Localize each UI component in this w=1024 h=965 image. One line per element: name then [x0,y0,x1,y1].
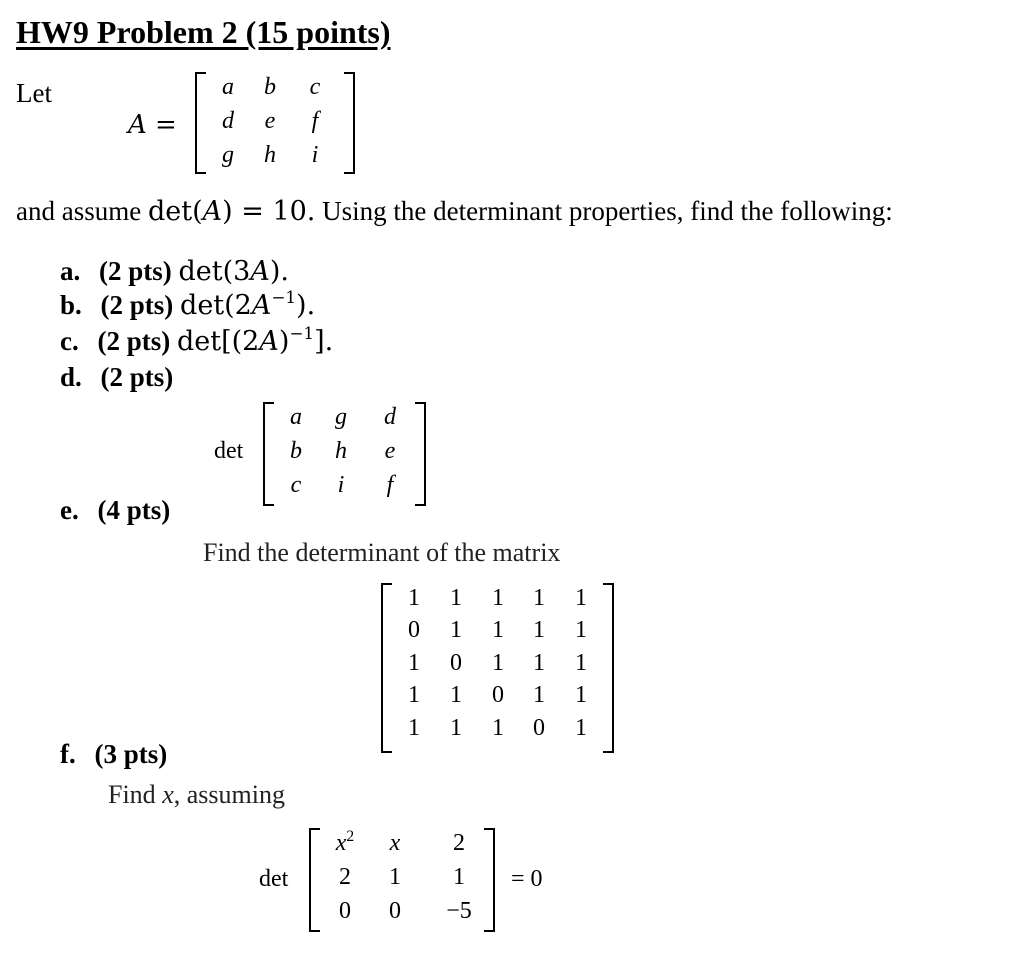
matrix-e-cell: 0 [408,617,420,643]
matrix-e-cell: 1 [533,585,545,611]
part-d-det-label: det [214,438,244,464]
part-c-letter: c. [60,326,79,356]
matrix-f-cell: 1 [389,864,401,890]
matrix-e-cell: 1 [492,650,504,676]
matrix-a-cell: h [264,142,276,168]
matrix-e-cell: 0 [492,682,504,708]
matrix-e-cell: 1 [492,585,504,611]
matrix-d [263,402,426,506]
matrix-e [381,583,614,753]
matrix-e-cell: 1 [408,585,420,611]
matrix-a-cell: c [309,74,321,100]
part-a-expr: det(3A). [178,256,289,287]
matrix-e-cell: 1 [450,617,462,643]
matrix-d-cell: b [290,438,302,464]
matrix-d-cell: a [290,404,302,430]
a-equals-label: A = [128,110,177,140]
part-c-expr: $\det[(2A)^{-1}]$. [176,323,334,357]
matrix-a-cell: e [264,108,276,134]
matrix-a-cell: d [222,108,234,134]
assume-math: det(A) = 10. [147,196,316,227]
matrix-f-cell: 2 [453,830,465,856]
matrix-a-cell: a [222,74,234,100]
matrix-f-cell: 1 [453,864,465,890]
matrix-e-cell: 1 [575,715,587,741]
matrix-d-cell: h [335,438,347,464]
matrix-e-cell: 1 [575,650,587,676]
page-title: HW9 Problem 2 (15 points) [16,14,391,50]
matrix-d-cell: g [335,404,347,430]
part-d-pts: (2 pts) [100,362,174,392]
part-f-pts: (3 pts) [94,739,168,769]
part-a-letter: a. [60,256,81,286]
assume-line [16,196,893,227]
matrix-f-cell: −5 [446,898,472,924]
matrix-d-cell: f [386,472,394,498]
matrix-d-cell: c [290,472,302,498]
part-c [60,323,334,357]
matrix-f [309,828,495,932]
matrix-a-cell: b [264,74,276,100]
matrix-f-cell: x [389,830,401,856]
matrix-d-cell: d [384,404,396,430]
matrix-a-cell: i [311,142,319,168]
matrix-e-cell: 1 [533,650,545,676]
matrix-e-cell: 1 [408,715,420,741]
part-e [60,495,170,526]
matrix-e-cell: 1 [408,682,420,708]
part-e-letter: e. [60,495,79,525]
matrix-a [195,72,355,174]
matrix-d-cell: i [337,472,345,498]
matrix-d-cell: e [384,438,396,464]
part-b-pts: (2 pts) [100,290,174,320]
part-f-letter: f. [60,739,76,769]
matrix-e-cell: 1 [450,715,462,741]
matrix-a-cell: f [311,108,319,134]
matrix-e-cell: 1 [575,682,587,708]
part-d-letter: d. [60,362,82,392]
let-label: Let [16,78,52,108]
matrix-f-cell: 0 [389,898,401,924]
matrix-e-cell: 1 [575,585,587,611]
matrix-f-cell: 2 [339,864,351,890]
matrix-e-cell: 1 [533,617,545,643]
part-a-pts: (2 pts) [99,256,172,286]
matrix-e-cell: 1 [492,617,504,643]
part-e-pts: (4 pts) [97,495,171,525]
matrix-e-cell: 0 [533,715,545,741]
assume-prefix: and assume [16,196,148,226]
part-c-pts: (2 pts) [97,326,171,356]
matrix-a-cell: g [222,142,234,168]
matrix-e-cell: 1 [533,682,545,708]
part-f-equals: = 0 [511,866,543,892]
matrix-e-cell: 1 [575,617,587,643]
assume-suffix: Using the determinant properties, find the following: [315,196,893,226]
part-b-expr: $\det(2A^{-1})$. [180,287,316,321]
part-f-det-label: det [259,866,289,892]
matrix-e-cell: 1 [408,650,420,676]
part-f [60,739,167,770]
matrix-f-cell: 0 [339,898,351,924]
part-d [60,362,173,393]
matrix-e-cell: 1 [450,585,462,611]
matrix-e-cell: 1 [492,715,504,741]
part-a [60,256,289,287]
matrix-e-cell: 1 [450,682,462,708]
part-f-text: Find x, assuming [108,780,285,809]
part-b-letter: b. [60,290,82,320]
part-e-text: Find the determinant of the matrix [203,538,561,567]
matrix-f-cell: $x^2$ [335,827,355,856]
matrix-e-cell: 0 [450,650,462,676]
part-b [60,287,316,321]
